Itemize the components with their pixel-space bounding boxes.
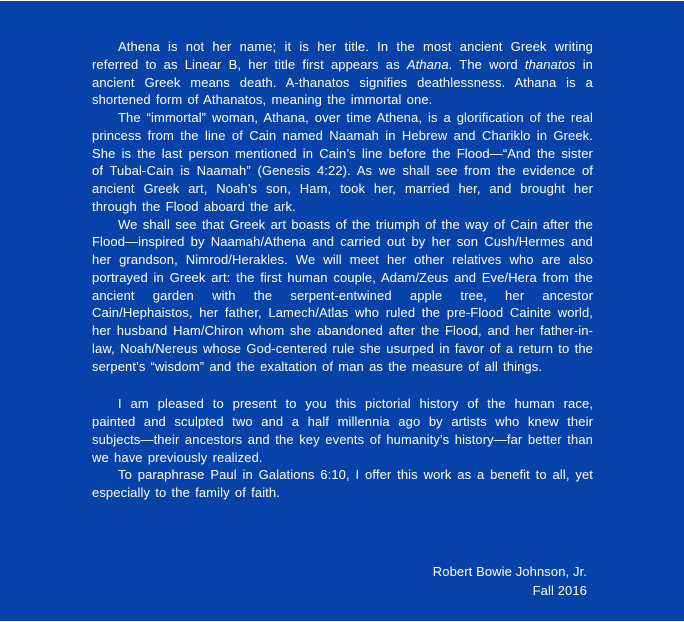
italic-text: Athana — [406, 56, 449, 72]
paragraph — [92, 216, 593, 376]
body-text: in ancient Greek means death. A-thanatos signifies deathlessness. Athana is a shortened form of Athanatos, meaning the immortal one. — [92, 56, 594, 108]
book-page — [0, 1, 684, 621]
body-text: To paraphrase Paul in Galations 6:10, I offer this work as a benefit to all, yet especially to the family of faith. — [92, 467, 593, 500]
signature-name: Robert Bowie Johnson, Jr. — [432, 564, 587, 579]
body-text: We shall see that Greek art boasts of the triumph of the way of Cain after the Flood—inspired by Naamah/Athena and carried out by her son Cush/Hermes and her grandson, Nimrod/Herakles. We will meet her other relatives who are also portrayed in Greek art: the first human couple, Adam/Zeus and Eve/Hera from the ancient garden with the serpent-entwined apple tree, her ancestor Cain/Hephaistos, her father, Lamech/Atlas who ruled the pre-Flood Cainite world, her husband Ham/Chiron whom she abandoned after the Flood, and her father-in-law, Noah/Nereus whose God-centered rule she usurped in favor of a return to the serpent’s “wisdom” and the exaltation of man as the measure of all things. — [92, 216, 593, 374]
text-block — [92, 38, 593, 502]
body-text: The “immortal” woman, Athana, over time Athena, is a glorification of the real princess from the line of Cain named Naamah in Hebrew and Chariklo in Greek. She is the last person mentioned in Cain’s line before the Flood—“And the sister of Tubal-Cain is Naamah” (Genesis 4:22). As we shall see from the evidence of ancient Greek art, Noah’s son, Ham, took her, married her, and brought her through the Flood aboard the ark. — [92, 110, 593, 214]
signature-date: Fall 2016 — [532, 583, 587, 598]
paragraph — [92, 395, 593, 466]
paragraph — [92, 109, 593, 216]
paragraph — [92, 466, 593, 502]
body-text: Athena is not her name; it is her title. In the most ancient Greek writing referred to as Linear B, her title first appears as — [92, 39, 593, 72]
paragraph — [92, 38, 593, 109]
italic-text: thanatos — [524, 56, 576, 72]
body-text: . The word — [448, 56, 525, 72]
signature-block — [433, 562, 587, 600]
body-text: I am pleased to present to you this pictorial history of the human race, painted and sculpted two and a half millennia ago by artists who knew their subjects—their ancestors and the key events of humanity’s history—far better than we have previously realized. — [92, 396, 593, 465]
